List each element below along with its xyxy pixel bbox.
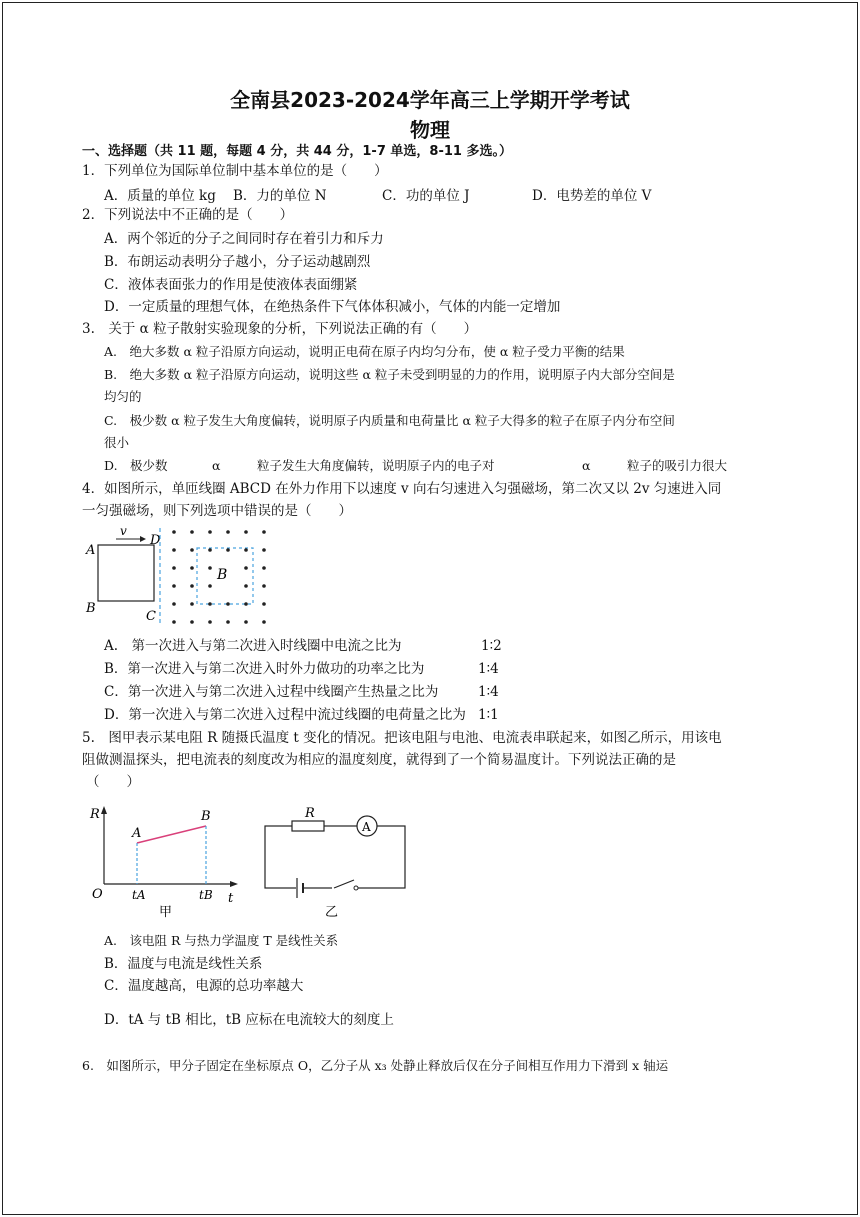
field-dot bbox=[172, 548, 176, 552]
q6-stem: 6. 如图所示，甲分子固定在坐标原点 O，乙分子从 x₃ 处静止释放后仅在分子间相互作用力下滑到 x 轴运 bbox=[82, 1058, 669, 1073]
switch-contact bbox=[354, 886, 358, 890]
q4-figure bbox=[84, 528, 274, 628]
field-dot bbox=[208, 548, 212, 552]
q4-option-b-text: B．第一次进入与第二次进入时外力做功的功率之比为 bbox=[104, 661, 425, 677]
field-dot bbox=[190, 548, 194, 552]
section-heading: 一、选择题（共 11 题，每题 4 分，共 44 分，1-7 单选，8-11 多选。） bbox=[82, 144, 512, 159]
field-dot bbox=[226, 620, 230, 624]
q3-option-d-part1: D. 极少数 bbox=[104, 458, 168, 473]
field-dot bbox=[244, 548, 248, 552]
q1-option-a: A．质量的单位 kg bbox=[104, 188, 216, 204]
origin-label: O bbox=[92, 887, 103, 902]
q4-option-a-ratio: 1∶2 bbox=[481, 638, 502, 654]
q3-stem: 3. 关于 α 粒子散射实验现象的分析，下列说法正确的有（ ） bbox=[82, 321, 478, 337]
coil-square bbox=[98, 545, 154, 601]
q4-stem-line2: 一匀强磁场，则下列选项中错误的是（ ） bbox=[82, 503, 352, 519]
q4-option-c-text: C．第一次进入与第二次进入过程中线圈产生热量之比为 bbox=[104, 684, 439, 700]
velocity-label: v bbox=[120, 528, 127, 538]
q3-option-a: A. 绝大多数 α 粒子沿原方向运动，说明正电荷在原子内均匀分布，使 α 粒子受力平衡的结果 bbox=[104, 344, 625, 359]
q5-option-d: D．tA 与 tB 相比，tB 应标在电流较大的刻度上 bbox=[104, 1012, 394, 1028]
q3-option-b-line1: B. 绝大多数 α 粒子沿原方向运动，说明这些 α 粒子未受到明显的力的作用，说明原子内大部分空间是 bbox=[104, 367, 675, 382]
q3-option-d-alpha2: α bbox=[582, 458, 591, 473]
field-dot bbox=[172, 602, 176, 606]
q5-option-b: B．温度与电流是线性关系 bbox=[104, 956, 263, 972]
exam-subject: 物理 bbox=[410, 118, 450, 142]
q3-option-d-alpha1: α bbox=[212, 458, 221, 473]
q5-option-c: C．温度越高，电源的总功率越大 bbox=[104, 978, 304, 994]
q2-stem: 2．下列说法中不正确的是（ ） bbox=[82, 207, 294, 223]
field-label: B bbox=[217, 567, 228, 583]
field-dot bbox=[262, 584, 266, 588]
q5-figure-jia bbox=[88, 804, 248, 920]
q4-option-a-text: A. 第一次进入与第二次进入时线圈中电流之比为 bbox=[104, 638, 402, 654]
resistor-label: R bbox=[305, 806, 315, 821]
field-dot bbox=[190, 620, 194, 624]
q1-option-d: D．电势差的单位 V bbox=[532, 188, 652, 204]
q4-option-c-ratio: 1∶4 bbox=[478, 684, 499, 700]
velocity-arrowhead bbox=[140, 536, 146, 542]
q4-option-d-text: D．第一次进入与第二次进入过程中流过线圈的电荷量之比为 bbox=[104, 707, 466, 723]
field-dot bbox=[226, 602, 230, 606]
q5-stem-line1: 5. 图甲表示某电阻 R 随摄氏温度 t 变化的情况。把该电阻与电池、电流表串联起来，如图乙所示，用该电 bbox=[82, 730, 722, 746]
field-dot bbox=[190, 584, 194, 588]
field-dot bbox=[226, 530, 230, 534]
q5-option-a: A. 该电阻 R 与热力学温度 T 是线性关系 bbox=[104, 933, 339, 948]
field-dot bbox=[190, 566, 194, 570]
coil-label-d: D bbox=[150, 533, 161, 548]
field-dot bbox=[208, 620, 212, 624]
field-dot bbox=[208, 602, 212, 606]
coil-label-b: B bbox=[86, 601, 96, 616]
field-dot bbox=[262, 566, 266, 570]
q4-stem-line1: 4．如图所示，单匝线圈 ABCD 在外力作用下以速度 v 向右匀速进入匀强磁场，第二次又以 2v 匀速进入同 bbox=[82, 481, 722, 497]
field-dot bbox=[244, 530, 248, 534]
q3-option-d-part3: 粒子的吸引力很大 bbox=[627, 458, 728, 473]
r-t-graph-line bbox=[137, 826, 206, 843]
q5-stem-line2: 阻做测温探头，把电流表的刻度改为相应的温度刻度，就得到了一个简易温度计。下列说法正确的是 bbox=[82, 752, 676, 768]
field-dot bbox=[172, 530, 176, 534]
axis-y-arrowhead bbox=[101, 806, 107, 814]
exam-title: 全南县2023-2024学年高三上学期开学考试 bbox=[230, 88, 630, 112]
field-dot bbox=[190, 602, 194, 606]
field-dot bbox=[244, 566, 248, 570]
field-dot bbox=[244, 584, 248, 588]
q1-option-b: B．力的单位 N bbox=[233, 188, 327, 204]
field-dot bbox=[172, 584, 176, 588]
coil-label-c: C bbox=[146, 609, 156, 624]
field-dot bbox=[262, 548, 266, 552]
q3-option-b-line2: 均匀的 bbox=[104, 389, 142, 404]
figure-caption-yi: 乙 bbox=[325, 905, 339, 918]
resistor-r bbox=[292, 821, 324, 831]
field-dot bbox=[208, 566, 212, 570]
field-dot bbox=[262, 530, 266, 534]
field-dot bbox=[172, 620, 176, 624]
tick-tb: tB bbox=[199, 888, 213, 902]
axis-y-label: R bbox=[90, 807, 100, 822]
field-dot bbox=[244, 602, 248, 606]
figure-caption-jia: 甲 bbox=[159, 905, 173, 920]
q5-stem-line3: （ ） bbox=[86, 774, 140, 790]
field-dot bbox=[172, 566, 176, 570]
q3-option-c-line2: 很小 bbox=[104, 435, 130, 450]
ammeter-label: A bbox=[362, 820, 371, 834]
q1-stem: 1．下列单位为国际单位制中基本单位的是（ ） bbox=[82, 163, 388, 179]
q3-option-d-part2: 粒子发生大角度偏转，说明原子内的电子对 bbox=[257, 458, 495, 473]
axis-x-label: t bbox=[228, 891, 234, 906]
field-dot bbox=[262, 620, 266, 624]
q2-option-b: B．布朗运动表明分子越小，分子运动越剧烈 bbox=[104, 254, 371, 270]
q1-option-c: C．功的单位 J bbox=[382, 188, 470, 204]
q2-option-a: A．两个邻近的分子之间同时存在着引力和斥力 bbox=[104, 231, 384, 247]
field-dot bbox=[208, 530, 212, 534]
field-dot bbox=[190, 530, 194, 534]
coil-label-a: A bbox=[86, 543, 96, 558]
field-dot bbox=[262, 602, 266, 606]
field-dot bbox=[208, 584, 212, 588]
axis-x-arrowhead bbox=[230, 881, 238, 887]
q4-option-b-ratio: 1∶4 bbox=[478, 661, 499, 677]
field-dot bbox=[226, 548, 230, 552]
q5-figure-yi bbox=[262, 806, 412, 918]
q4-option-d-ratio: 1∶1 bbox=[478, 707, 499, 723]
q2-option-c: C．液体表面张力的作用是使液体表面绷紧 bbox=[104, 277, 358, 293]
point-a-label: A bbox=[132, 826, 142, 841]
q2-option-d: D．一定质量的理想气体，在绝热条件下气体体积减小，气体的内能一定增加 bbox=[104, 299, 561, 315]
point-b-label: B bbox=[201, 809, 211, 824]
circuit-wire-frame bbox=[265, 826, 405, 888]
tick-ta: tA bbox=[132, 888, 146, 902]
field-dot bbox=[244, 620, 248, 624]
q3-option-c-line1: C. 极少数 α 粒子发生大角度偏转，说明原子内质量和电荷量比 α 粒子大得多的粒子在原子内分布空间 bbox=[104, 413, 675, 428]
